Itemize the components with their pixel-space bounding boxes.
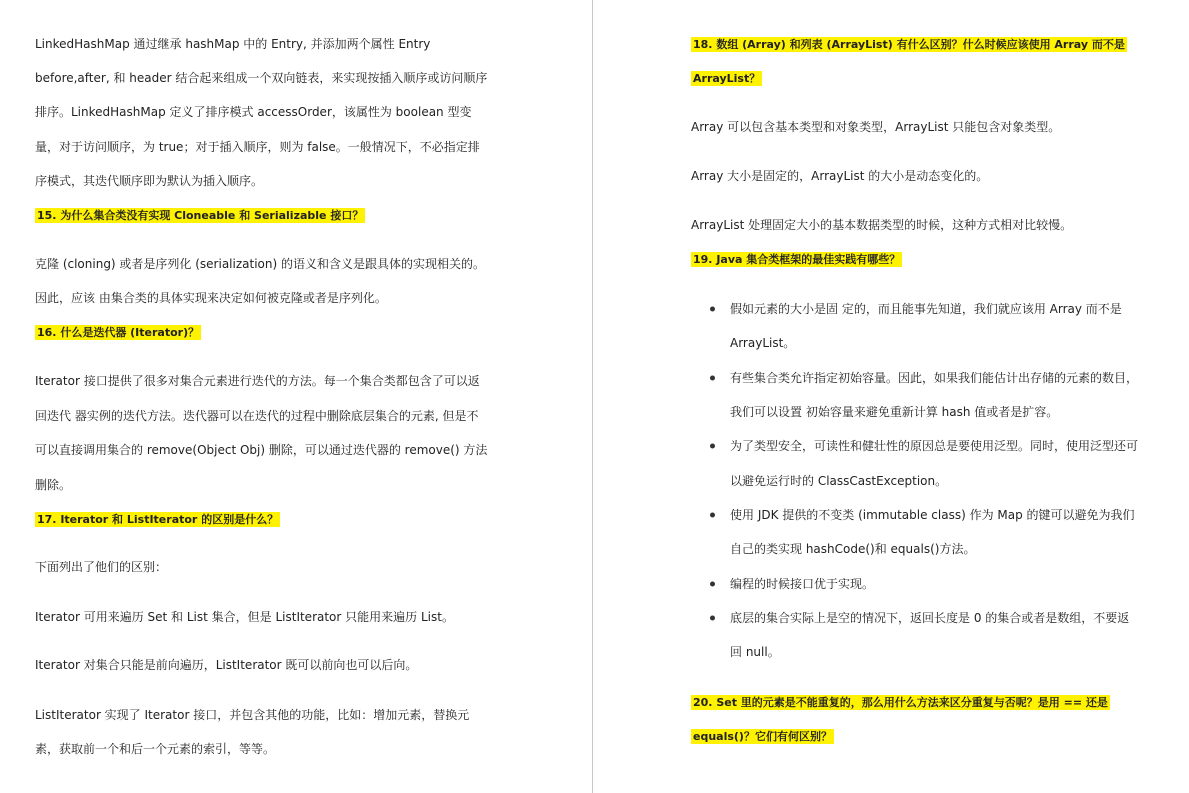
question-heading-18 — [691, 69, 762, 87]
list-item: 自己的类实现 hashCode()和 equals()方法。 — [730, 542, 976, 556]
bullet-icon — [710, 513, 715, 518]
highlighted-text: 18. 数组 (Array) 和列表 (ArrayList) 有什么区别？什么时候应该使用 Array 而不是 — [693, 38, 1125, 51]
bullet-icon — [710, 582, 715, 587]
highlighted-text: 17. Iterator 和 ListIterator 的区别是什么？ — [37, 513, 279, 526]
list-item: 使用 JDK 提供的不变类 (immutable class) 作为 Map 的键可以避免为我们 — [730, 508, 1135, 522]
list-item: 我们可以设置 初始容量来避免重新计算 hash 值或者是扩容。 — [730, 405, 1059, 419]
list-item: 编程的时候接口优于实现。 — [730, 577, 875, 591]
bullet-icon — [710, 444, 715, 449]
highlighted-text: ArrayList？ — [693, 72, 761, 85]
question-heading-16 — [35, 323, 201, 341]
list-item: 以避免运行时的 ClassCastException。 — [730, 474, 948, 488]
question-heading-15 — [35, 206, 365, 224]
paragraph-line: ArrayList 处理固定大小的基本数据类型的时候，这种方式相对比较慢。 — [691, 218, 1073, 232]
paragraph-line: 排序。LinkedHashMap 定义了排序模式 accessOrder，该属性为 boolean 型变 — [35, 105, 472, 119]
paragraph-line: 下面列出了他们的区别： — [35, 560, 168, 574]
paragraph-line: 克隆 (cloning) 或者是序列化 (serialization) 的语义和含义是跟具体的实现相关的。 — [35, 257, 485, 271]
list-item: 有些集合类允许指定初始容量。因此，如果我们能估计出存储的元素的数目， — [730, 371, 1139, 385]
question-heading-20 — [691, 693, 1110, 711]
paragraph-line: LinkedHashMap 通过继承 hashMap 中的 Entry, 并添加两个属性 Entry — [35, 37, 431, 51]
paragraph-line: Iterator 可用来遍历 Set 和 List 集合，但是 ListIterator 只能用来遍历 List。 — [35, 610, 454, 624]
list-item: 底层的集合实际上是空的情况下，返回长度是 0 的集合或者是数组，不要返 — [730, 611, 1130, 625]
paragraph-line: 素，获取前一个和后一个元素的索引，等等。 — [35, 742, 276, 756]
paragraph-line: 删除。 — [35, 478, 72, 492]
list-item: ArrayList。 — [730, 336, 796, 350]
paragraph-line: ListIterator 实现了 Iterator 接口，并包含其他的功能，比如：增加元素，替换元 — [35, 708, 470, 722]
question-heading-19 — [691, 250, 902, 268]
question-heading-18 — [691, 35, 1127, 53]
paragraph-line: 量，对于访问顺序，为 true；对于插入顺序，则为 false。一般情况下，不必指定排 — [35, 140, 480, 154]
question-heading-20 — [691, 727, 834, 745]
paragraph-line: 回迭代 器实例的迭代方法。迭代器可以在迭代的过程中删除底层集合的元素, 但是不 — [35, 409, 479, 423]
list-item: 假如元素的大小是固 定的，而且能事先知道，我们就应该用 Array 而不是 — [730, 302, 1122, 316]
left-page — [0, 0, 592, 793]
paragraph-line: Iterator 对集合只能是前向遍历，ListIterator 既可以前向也可以后向。 — [35, 658, 418, 672]
highlighted-text: 15. 为什么集合类没有实现 Cloneable 和 Serializable 接口？ — [37, 209, 364, 222]
paragraph-line: 因此，应该 由集合类的具体实现来决定如何被克隆或者是序列化。 — [35, 291, 387, 305]
highlighted-text: 20. Set 里的元素是不能重复的，那么用什么方法来区分重复与否呢？是用 == 还是 — [693, 696, 1108, 709]
bullet-icon — [710, 616, 715, 621]
paragraph-line: before,after, 和 header 结合起来组成一个双向链表，来实现按插入顺序或访问顺序 — [35, 71, 488, 85]
right-page — [593, 0, 1189, 793]
highlighted-text: 16. 什么是迭代器 (Iterator)？ — [37, 326, 200, 339]
list-item: 回 null。 — [730, 645, 780, 659]
paragraph-line: 序模式，其迭代顺序即为默认为插入顺序。 — [35, 174, 264, 188]
bullet-icon — [710, 376, 715, 381]
paragraph-line: Array 可以包含基本类型和对象类型，ArrayList 只能包含对象类型。 — [691, 120, 1061, 134]
list-item: 为了类型安全，可读性和健壮性的原因总是要使用泛型。同时，使用泛型还可 — [730, 439, 1139, 453]
highlighted-text: equals()？它们有何区别？ — [693, 730, 832, 743]
paragraph-line: 可以直接调用集合的 remove(Object Obj) 删除，可以通过迭代器的 remove() 方法 — [35, 443, 488, 457]
highlighted-text: 19. Java 集合类框架的最佳实践有哪些？ — [693, 253, 901, 266]
paragraph-line: Array 大小是固定的，ArrayList 的大小是动态变化的。 — [691, 169, 989, 183]
question-heading-17 — [35, 510, 280, 528]
paragraph-line: Iterator 接口提供了很多对集合元素进行迭代的方法。每一个集合类都包含了可以返 — [35, 374, 480, 388]
bullet-icon — [710, 307, 715, 312]
